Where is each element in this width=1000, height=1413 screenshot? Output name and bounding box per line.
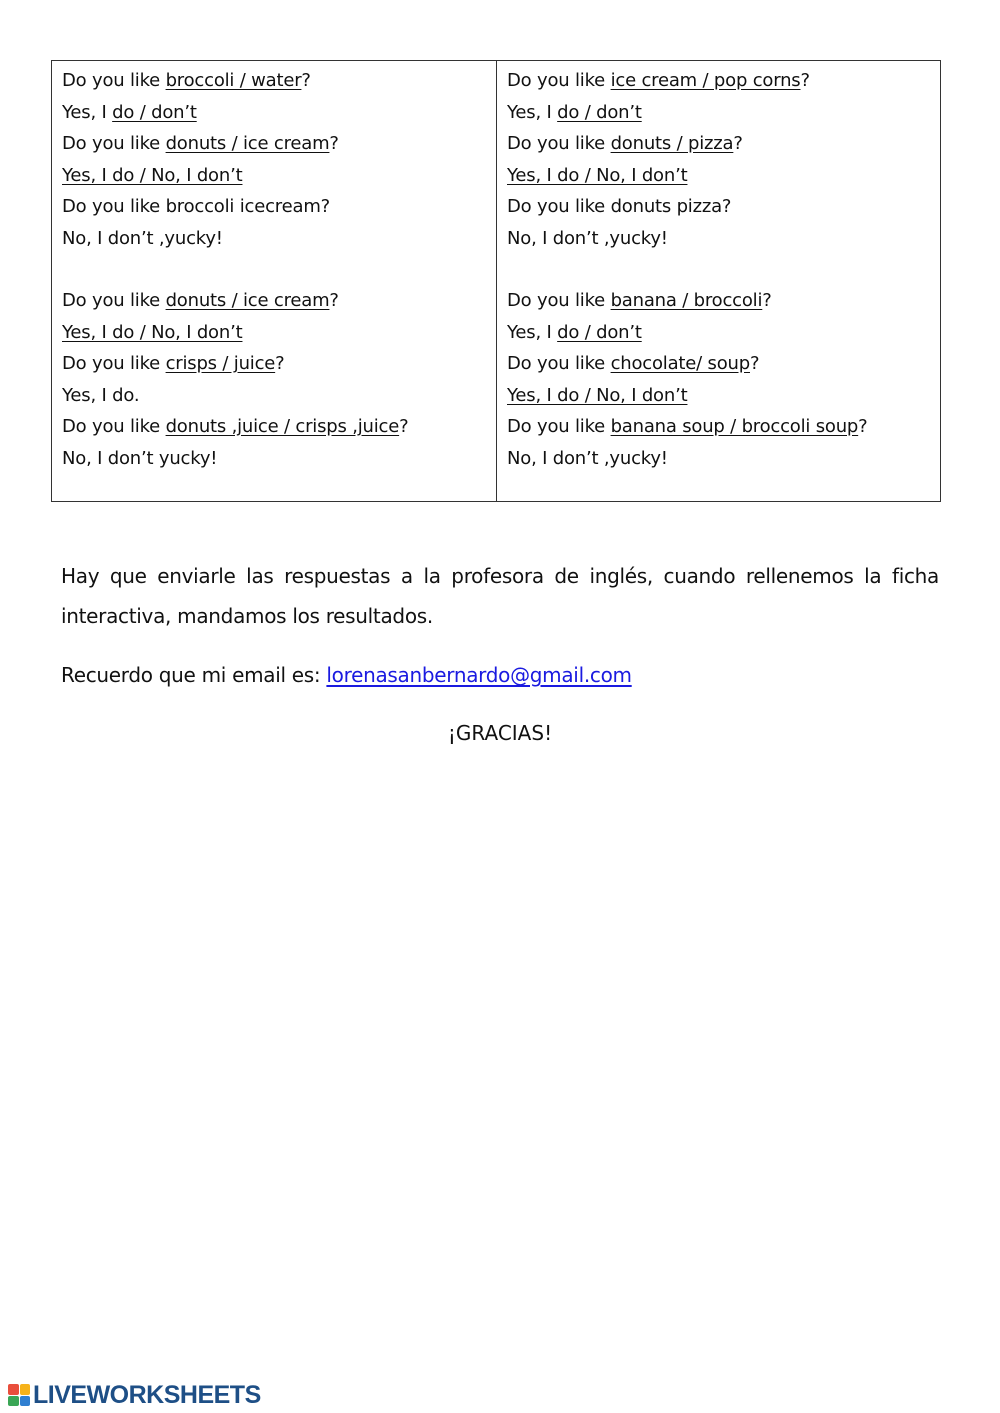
- line-text: Do you like: [62, 133, 166, 154]
- underlined-option: Yes, I do / No, I don’t: [62, 164, 243, 186]
- line-text: Do you like: [62, 290, 166, 311]
- line-text: ?: [399, 416, 409, 437]
- dialog-line: [507, 317, 940, 349]
- dialog-block: [62, 285, 496, 474]
- line-text: Do you like: [62, 353, 166, 374]
- brand-name: LIVEWORKSHEETS: [33, 1380, 261, 1409]
- dialog-line: [507, 160, 940, 192]
- dialog-line: [62, 285, 496, 317]
- dialog-line: [62, 443, 496, 475]
- underlined-option: donuts ,juice / crisps ,juice: [165, 416, 400, 437]
- dialog-line: [62, 191, 496, 223]
- underlined-option: do / don’t: [557, 321, 642, 343]
- dialog-line: [507, 191, 940, 223]
- underlined-option: donuts / ice cream: [165, 133, 330, 154]
- dialog-line: [507, 443, 940, 475]
- line-text: Yes, I: [62, 101, 113, 123]
- line-text: No, I don’t ,yucky!: [62, 227, 223, 249]
- brand-footer: [8, 1381, 261, 1409]
- underlined-option: chocolate/ soup: [610, 353, 750, 374]
- dialog-line: [62, 380, 496, 412]
- dialog-line: [507, 128, 940, 160]
- line-text: Do you like: [507, 353, 611, 374]
- line-text: Do you like donuts pizza?: [507, 196, 732, 217]
- line-text: Yes, I: [507, 101, 558, 123]
- line-text: ?: [733, 133, 743, 154]
- dialog-line: [62, 97, 496, 129]
- dialog-line: [62, 160, 496, 192]
- left-column: [52, 61, 497, 501]
- line-text: Do you like: [62, 416, 166, 437]
- line-text: ?: [329, 290, 339, 311]
- dialog-table: [51, 60, 941, 502]
- line-text: Do you like: [507, 70, 611, 91]
- line-text: No, I don’t ,yucky!: [507, 227, 668, 249]
- dialog-block: [62, 65, 496, 254]
- instructions-text: Hay que enviarle las respuestas a la profesora de inglés, cuando rellenemos la ficha interactiva, mandamos los resultados.: [61, 564, 939, 628]
- email-link[interactable]: lorenasanbernardo@gmail.com: [326, 663, 632, 687]
- underlined-option: ice cream / pop corns: [610, 70, 801, 91]
- line-text: ?: [749, 353, 760, 374]
- line-text: No, I don’t yucky!: [62, 447, 218, 469]
- line-text: ?: [275, 353, 285, 374]
- line-text: Yes, I: [507, 321, 558, 343]
- line-text: ?: [858, 416, 868, 437]
- dialog-line: [62, 128, 496, 160]
- underlined-option: Yes, I do / No, I don’t: [507, 164, 688, 186]
- line-text: No, I don’t ,yucky!: [507, 447, 668, 469]
- underlined-option: do / don’t: [557, 101, 642, 123]
- dialog-line: [62, 65, 496, 97]
- dialog-line: [62, 348, 496, 380]
- dialog-line: [62, 223, 496, 255]
- underlined-option: banana / broccoli: [610, 290, 763, 311]
- right-column: [497, 61, 940, 501]
- dialog-line: [507, 411, 940, 443]
- email-prefix: Recuerdo que mi email es:: [61, 663, 327, 687]
- line-text: ?: [762, 290, 772, 311]
- underlined-option: crisps / juice: [165, 353, 276, 374]
- underlined-option: broccoli / water: [165, 70, 302, 91]
- underlined-option: banana soup / broccoli soup: [610, 416, 859, 437]
- dialog-line: [507, 65, 940, 97]
- underlined-option: donuts / ice cream: [165, 290, 330, 311]
- line-text: Yes, I do.: [62, 384, 140, 406]
- underlined-option: do / don’t: [112, 101, 197, 123]
- dialog-line: [507, 223, 940, 255]
- dialog-line: [507, 97, 940, 129]
- liveworksheets-logo-icon: [8, 1384, 30, 1406]
- dialog-line: [507, 348, 940, 380]
- line-text: ?: [800, 70, 810, 91]
- underlined-option: Yes, I do / No, I don’t: [507, 384, 688, 406]
- line-text: Do you like: [507, 416, 611, 437]
- underlined-option: Yes, I do / No, I don’t: [62, 321, 243, 343]
- underlined-option: donuts / pizza: [610, 133, 734, 154]
- line-text: Do you like broccoli icecream?: [62, 196, 331, 217]
- line-text: ?: [329, 133, 339, 154]
- dialog-block: [507, 65, 940, 254]
- line-text: Do you like: [507, 290, 611, 311]
- line-text: ?: [301, 70, 311, 91]
- thanks-text: ¡GRACIAS!: [447, 721, 553, 745]
- line-text: Do you like: [62, 70, 166, 91]
- dialog-block: [507, 285, 940, 474]
- dialog-line: [62, 317, 496, 349]
- dialog-line: [62, 411, 496, 443]
- line-text: Do you like: [507, 133, 611, 154]
- email-line: [61, 655, 632, 695]
- dialog-line: [507, 285, 940, 317]
- dialog-line: [507, 380, 940, 412]
